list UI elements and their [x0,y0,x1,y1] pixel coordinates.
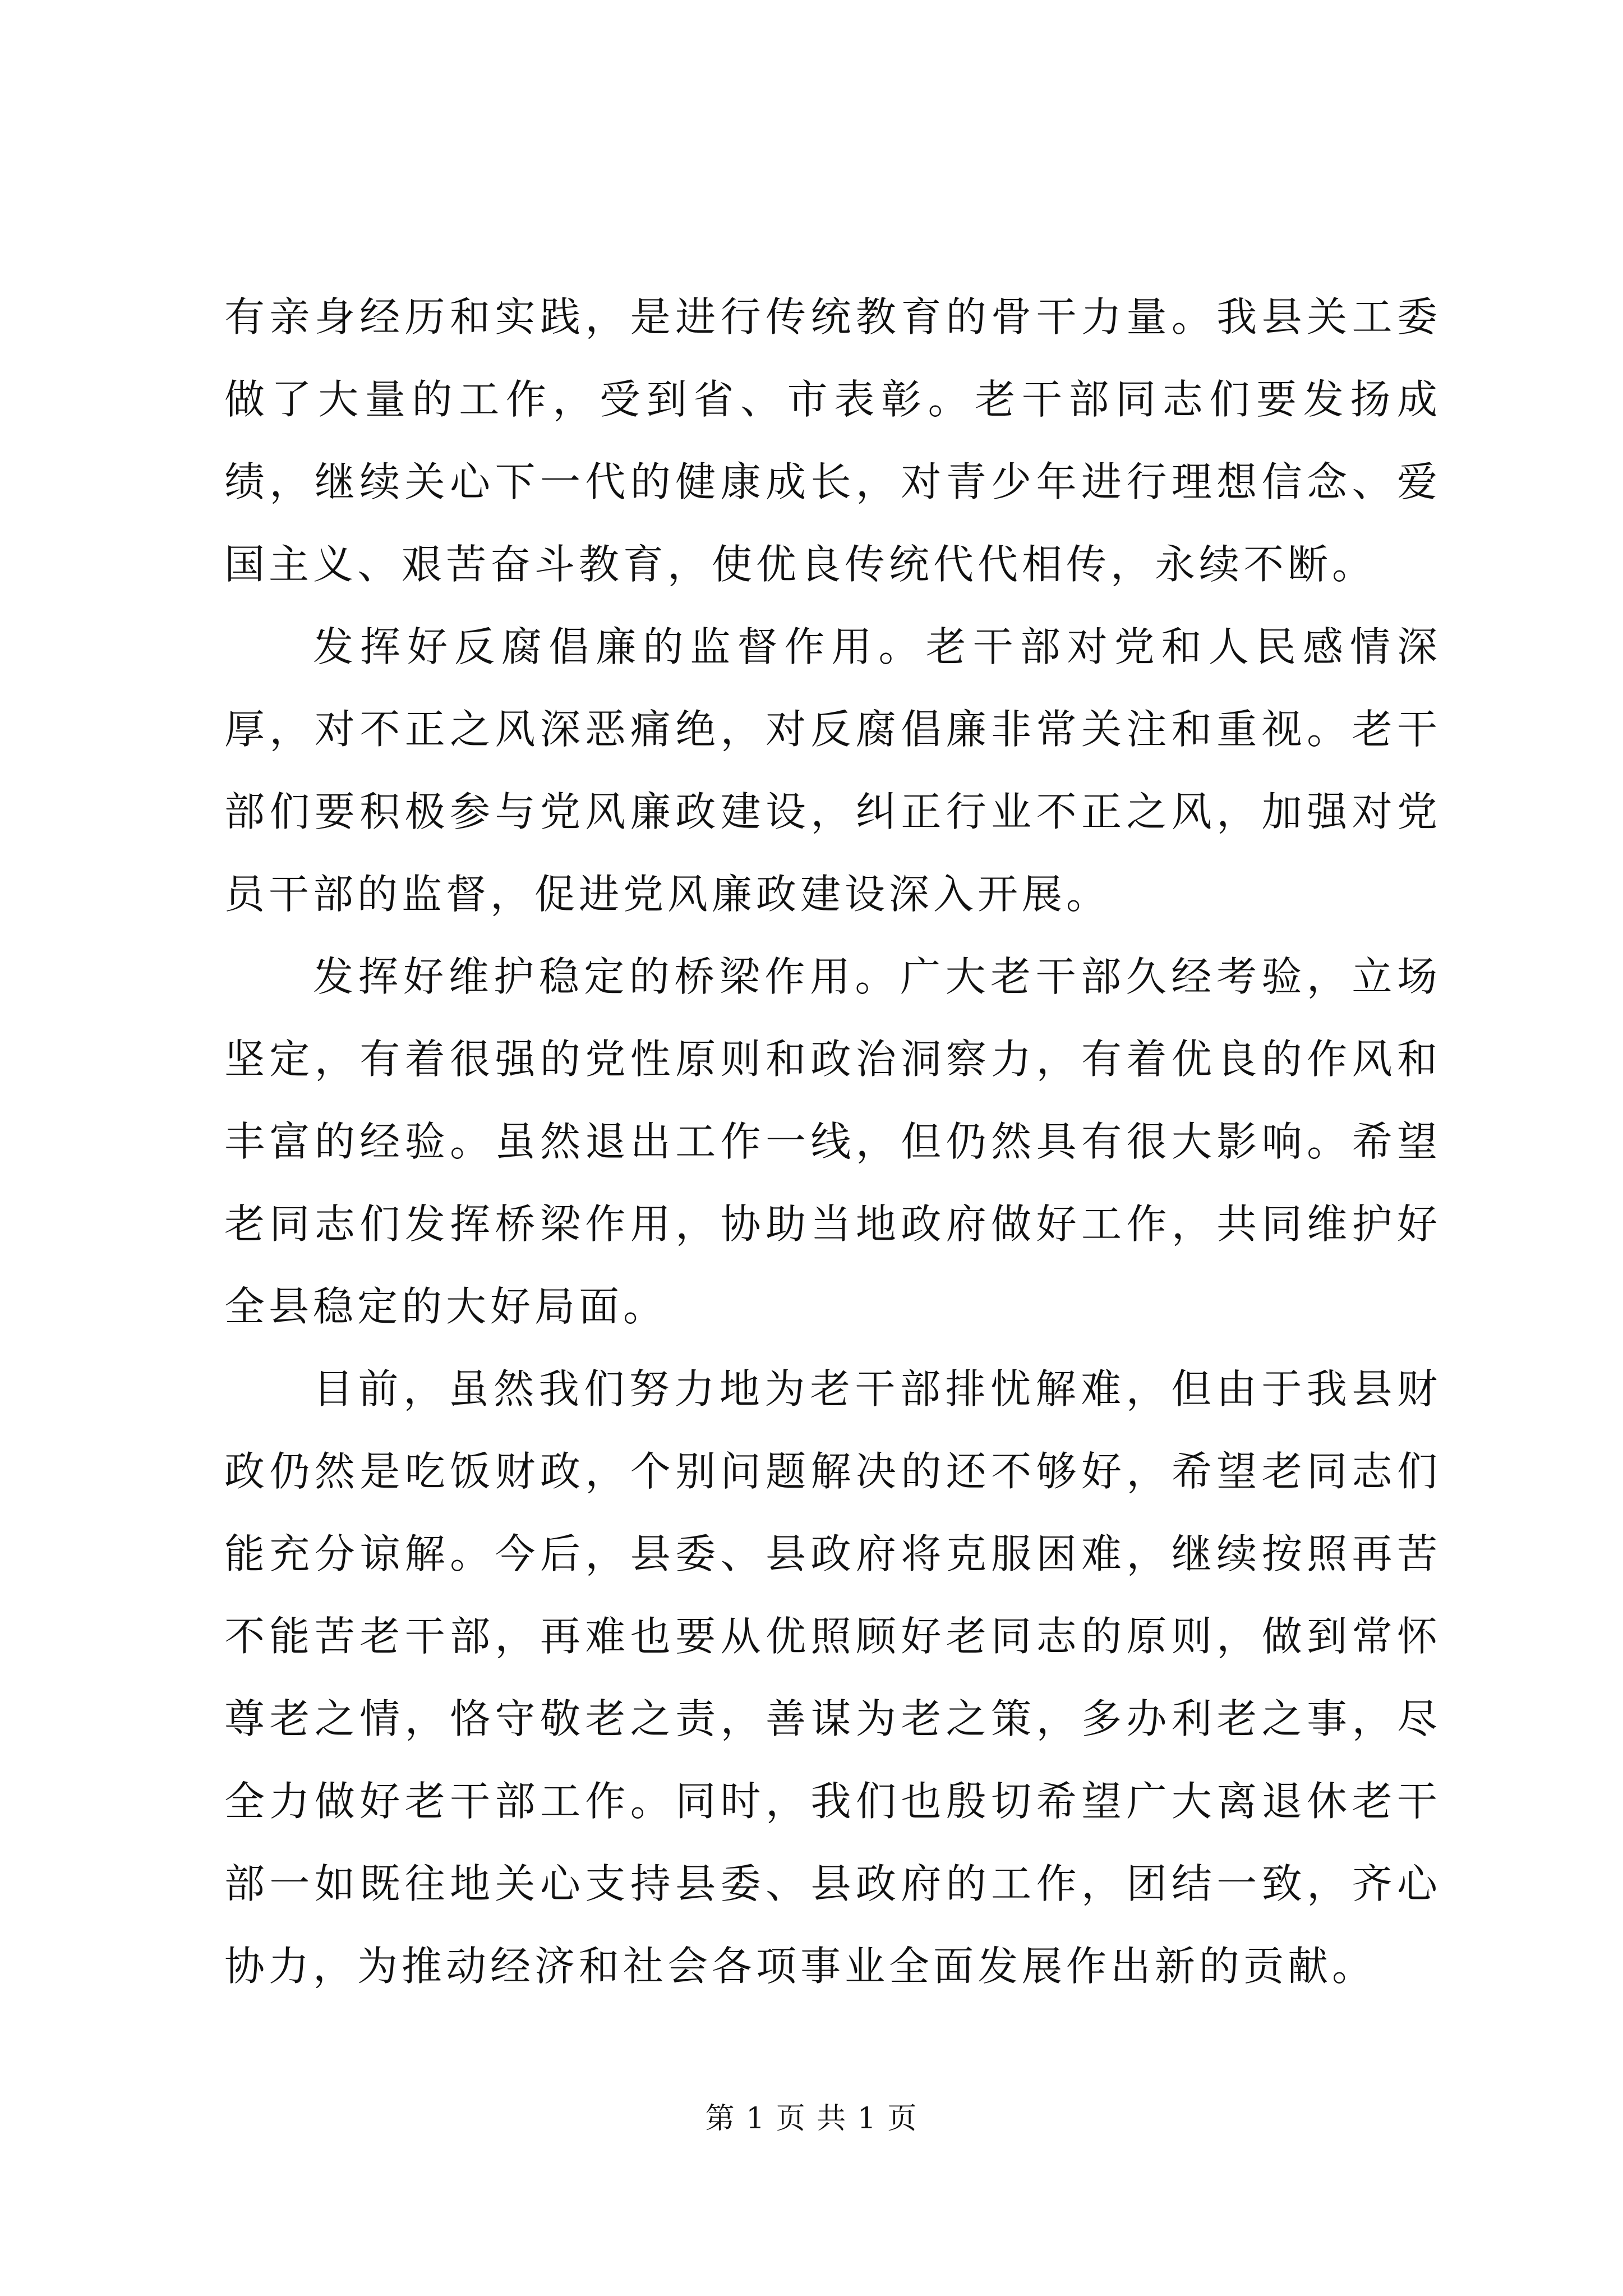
paragraph-supervision: 发挥好反腐倡廉的监督作用。老干部对党和人民感情深厚，对不正之风深恶痛绝，对反腐倡廉非常关注和重视。老干部们要积极参与党风廉政建设，纠正行业不正之风，加强对党员干部的监督，促进党风廉政建设深入开展。 [224,623,1441,918]
document-body [224,276,1441,2008]
page-footer: 第 1 页 共 1 页 [705,2102,918,2136]
paragraph-outlook: 目前，虽然我们努力地为老干部排忧解难，但由于我县财政仍然是吃饭财政，个别问题解决的还不够好，希望老同志们能充分谅解。今后，县委、县政府将克服困难，继续按照再苦不能苦老干部，再难也要从优照顾好老同志的原则，做到常怀尊老之情，恪守敬老之责，善谋为老之策，多办利老之事，尽全力做好老干部工作。同时，我们也殷切希望广大离退休老干部一如既往地关心支持县委、县政府的工作，团结一致，齐心协力，为推动经济和社会各项事业全面发展作出新的贡献。 [224,1365,1441,1990]
paragraph-stability: 发挥好维护稳定的桥梁作用。广大老干部久经考验，立场坚定，有着很强的党性原则和政治洞察力，有着优良的作风和丰富的经验。虽然退出工作一线，但仍然具有很大影响。希望老同志们发挥桥梁作用，协助当地政府做好工作，共同维护好全县稳定的大好局面。 [224,953,1441,1330]
paragraph-continuation: 有亲身经历和实践，是进行传统教育的骨干力量。我县关工委做了大量的工作，受到省、市表彰。老干部同志们要发扬成绩，继续关心下一代的健康成长，对青少年进行理想信念、爱国主义、艰苦奋斗教育，使优良传统代代相传，永续不断。 [224,293,1441,588]
